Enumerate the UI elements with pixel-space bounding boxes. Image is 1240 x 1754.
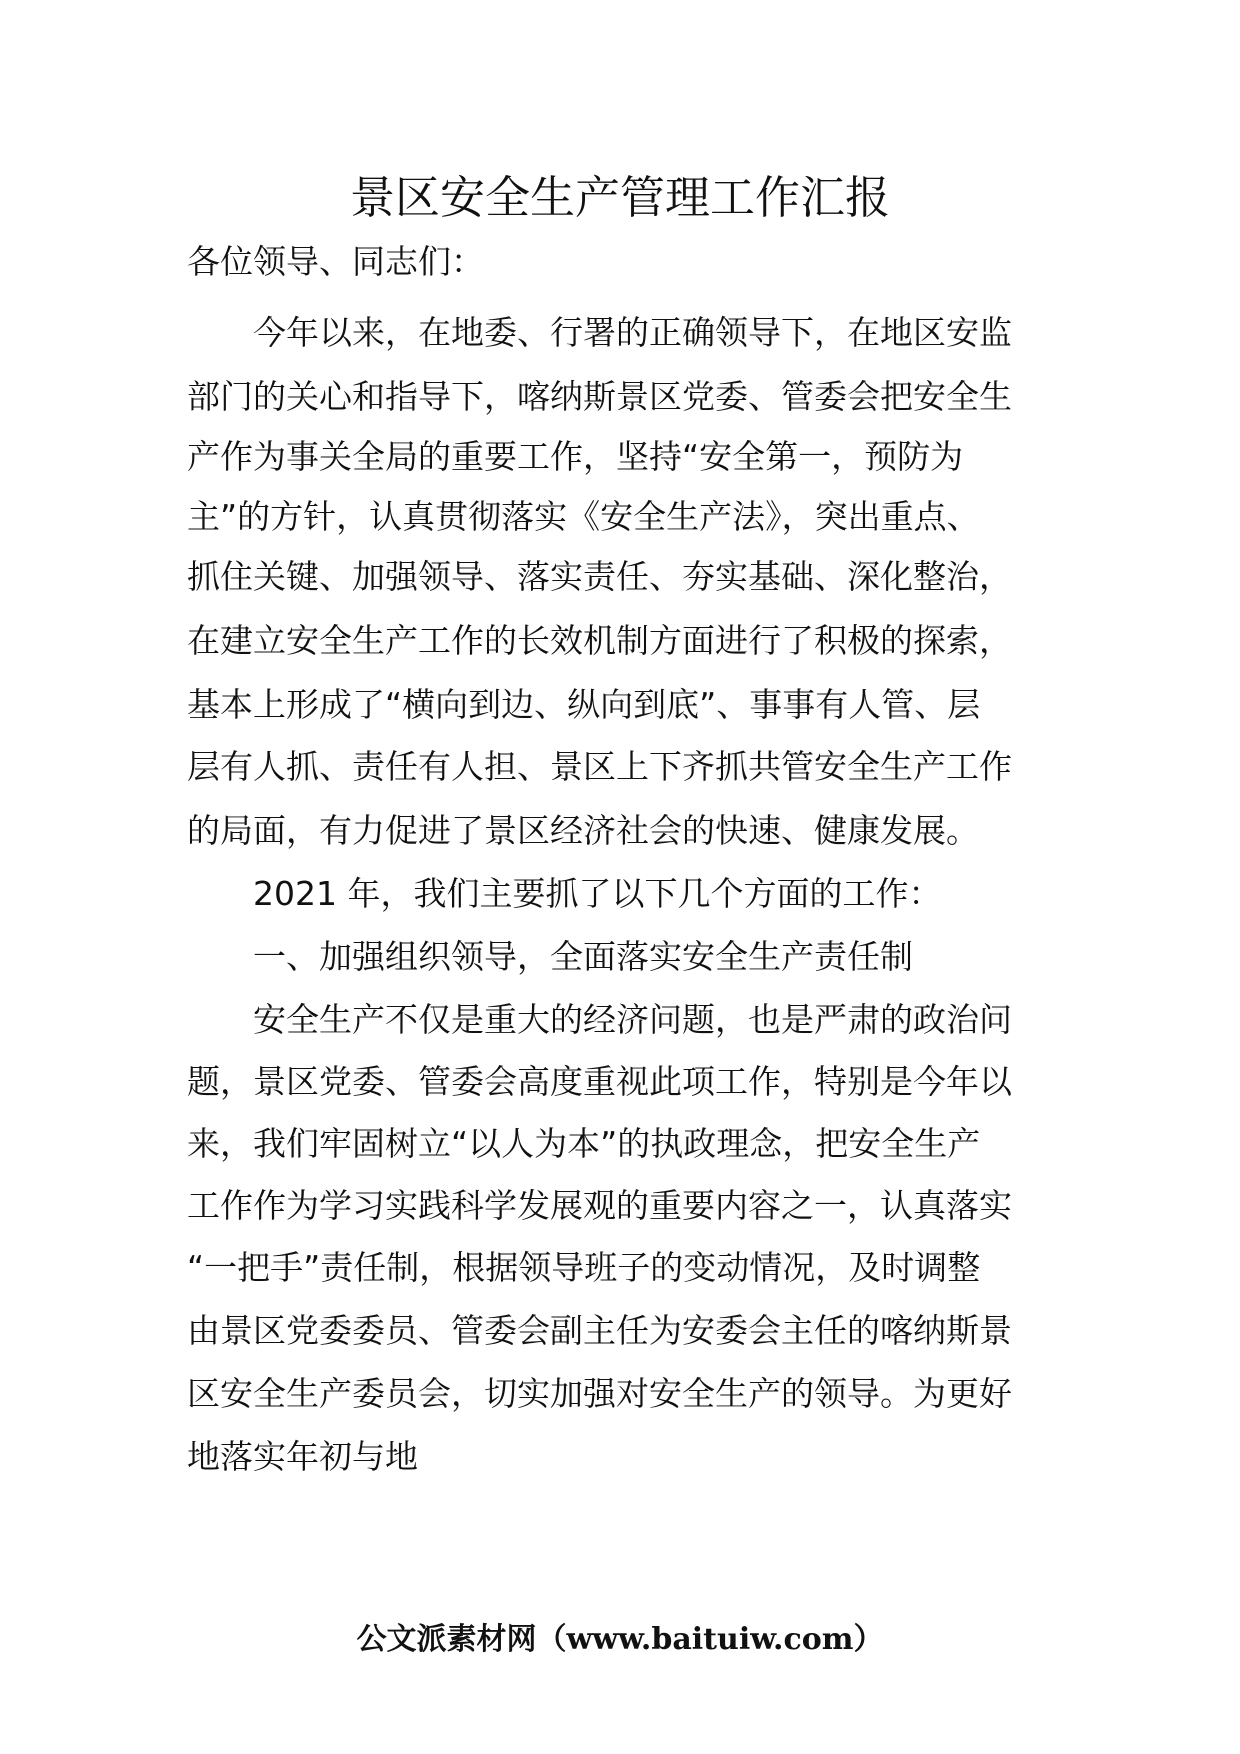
paragraph-line: 地落实年初与地 <box>187 1437 418 1476</box>
document-title: 景区安全生产管理工作汇报 <box>349 171 890 224</box>
paragraph-line: 抓住关键、加强领导、落实责任、夯实基础、深化整治， <box>187 557 1012 596</box>
paragraph-line: 来，我们牢固树立“以人为本”的执政理念，把安全生产 <box>187 1124 981 1163</box>
footer-source: 公文派素材网（www.baituiw.com） <box>356 1622 884 1657</box>
paragraph-line: 题，景区党委、管委会高度重视此项工作，特别是今年以 <box>187 1062 1012 1101</box>
paragraph-line: 工作作为学习实践科学发展观的重要内容之一，认真落实 <box>187 1186 1012 1225</box>
paragraph-line: 由景区党委委员、管委会副主任为安委会主任的喀纳斯景 <box>187 1311 1012 1350</box>
paragraph-line: 主”的方针，认真贯彻落实《安全生产法》，突出重点、 <box>187 497 980 536</box>
paragraph-line: 产作为事关全局的重要工作，坚持“安全第一，预防为 <box>187 437 964 476</box>
paragraph-line: 的局面，有力促进了景区经济社会的快速、健康发展。 <box>187 811 979 850</box>
paragraph-line: 基本上形成了“横向到边、纵向到底”、事事有人管、层 <box>187 685 981 724</box>
paragraph-line: 今年以来，在地委、行署的正确领导下，在地区安监 <box>253 313 1012 352</box>
paragraph-line: 层有人抓、责任有人担、景区上下齐抓共管安全生产工作 <box>187 747 1012 786</box>
paragraph-line: 部门的关心和指导下，喀纳斯景区党委、管委会把安全生 <box>187 377 1012 416</box>
section-heading: 一、加强组织领导，全面落实安全生产责任制 <box>253 937 913 976</box>
paragraph-line: 安全生产不仅是重大的经济问题，也是严肃的政治问 <box>253 1000 1012 1039</box>
salutation: 各位领导、同志们： <box>187 242 484 281</box>
paragraph-line: 区安全生产委员会，切实加强对安全生产的领导。为更好 <box>187 1374 1012 1413</box>
paragraph-line: 在建立安全生产工作的长效机制方面进行了积极的探索， <box>187 621 1012 660</box>
paragraph-line: 2021 年，我们主要抓了以下几个方面的工作： <box>253 874 942 913</box>
paragraph-line: “一把手”责任制，根据领导班子的变动情况，及时调整 <box>187 1248 981 1287</box>
